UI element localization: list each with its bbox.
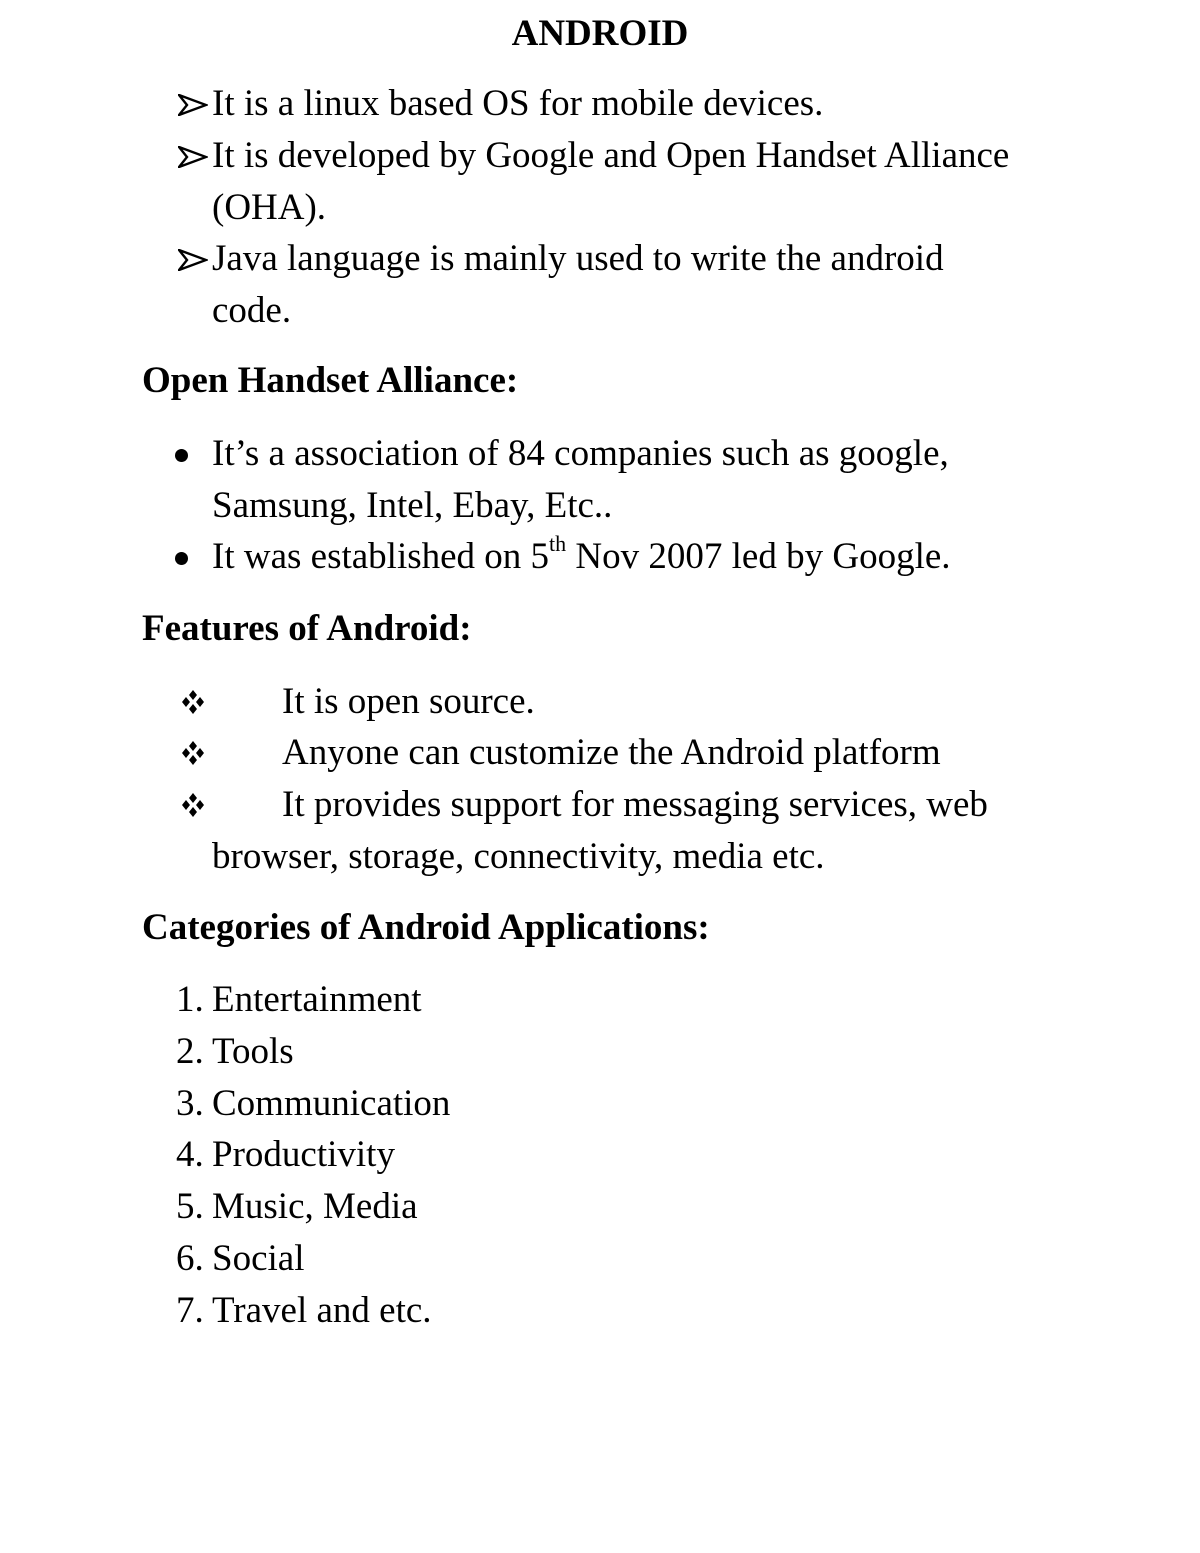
arrow-bullet-icon [176, 132, 210, 180]
category-item: Social [212, 1238, 305, 1279]
intro-bullet-text-continued: code. [212, 290, 292, 331]
round-bullet-icon [174, 533, 194, 581]
category-item: Productivity [212, 1134, 395, 1175]
list-number: 7. [176, 1290, 204, 1331]
feature-item-text-continued: browser, storage, connectivity, media etc. [212, 836, 825, 877]
established-text-before: It was established on 5 [212, 536, 550, 577]
list-number: 3. [176, 1083, 204, 1124]
oha-bullet-text: It’s a association of 84 companies such as google, [212, 433, 949, 474]
list-number: 4. [176, 1134, 204, 1175]
ordinal-suffix: th [549, 530, 567, 556]
section-heading-categories: Categories of Android Applications: [142, 907, 710, 948]
feature-item-text: It provides support for messaging services, web [282, 784, 988, 825]
category-item: Music, Media [212, 1186, 418, 1227]
feature-item-text: Anyone can customize the Android platform [282, 732, 941, 773]
category-item: Entertainment [212, 979, 422, 1020]
page-title: ANDROID [511, 13, 689, 54]
diamond-bullet-icon [178, 678, 212, 726]
list-number: 6. [176, 1238, 204, 1279]
category-item: Travel and etc. [212, 1290, 432, 1331]
round-bullet-icon [174, 430, 194, 478]
intro-bullet-text: Java language is mainly used to write the android [212, 238, 944, 279]
list-number: 1. [176, 979, 204, 1020]
diamond-bullet-icon [178, 729, 212, 777]
section-heading-features: Features of Android: [142, 608, 472, 649]
intro-bullet-text-continued: (OHA). [212, 187, 327, 228]
oha-bullet-text-continued: Samsung, Intel, Ebay, Etc.. [212, 485, 613, 526]
category-item: Communication [212, 1083, 451, 1124]
section-heading-oha: Open Handset Alliance: [142, 360, 519, 401]
list-number: 5. [176, 1186, 204, 1227]
established-text-after: Nov 2007 led by Google. [566, 536, 951, 577]
arrow-bullet-icon [176, 80, 210, 128]
category-item: Tools [212, 1031, 294, 1072]
list-number: 2. [176, 1031, 204, 1072]
arrow-bullet-icon [176, 235, 210, 283]
oha-bullet-text [212, 530, 951, 581]
diamond-bullet-icon [178, 781, 212, 829]
intro-bullet-text: It is a linux based OS for mobile devices. [212, 83, 824, 124]
feature-item-text: It is open source. [282, 681, 535, 722]
intro-bullet-text: It is developed by Google and Open Handset Alliance [212, 135, 1010, 176]
